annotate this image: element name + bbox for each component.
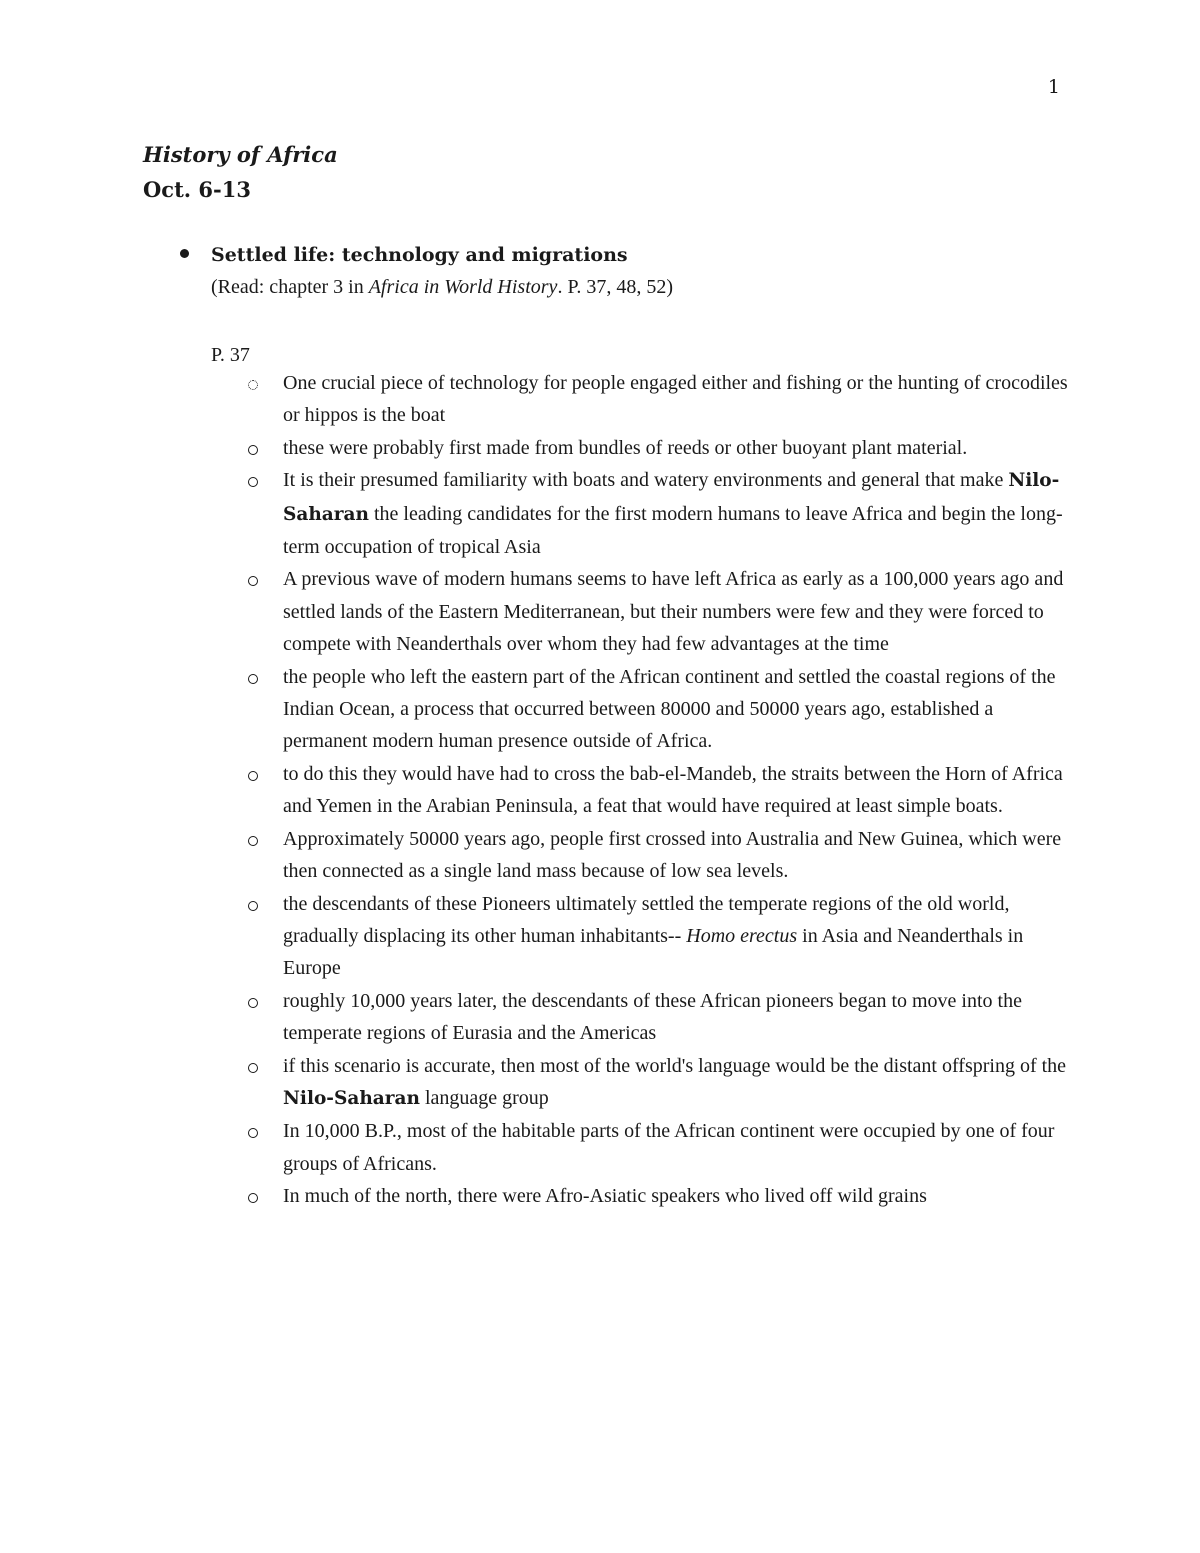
note-text <box>283 758 1075 823</box>
note-text-segment: Approximately 50000 years ago, people first crossed into Australia and New Guinea, which were then connected as a single land mass because of low sea levels. <box>283 827 1062 883</box>
note-text <box>283 367 1075 432</box>
note-item <box>245 1050 1075 1116</box>
page-number: 1 <box>1047 76 1060 98</box>
note-text-segment: the people who left the eastern part of the African continent and settled the coastal regions of the Indian Ocean, a process that occurred between 80000 and 50000 years ago, established a permanent modern human presence outside of Africa. <box>283 665 1056 753</box>
note-text <box>283 1180 1075 1212</box>
note-item <box>245 985 1075 1050</box>
note-text-segment: A previous wave of modern humans seems to have left Africa as early as a 100,000 years ago and settled lands of the Eastern Mediterranean, but their numbers were few and they were forced to compete with Neanderthals over whom they had few advantages at the time <box>283 568 1064 656</box>
note-item <box>245 432 1075 464</box>
italic-term: Homo erectus <box>686 924 798 947</box>
note-text <box>283 432 1075 464</box>
reading-book-title: Africa in World History <box>368 276 558 298</box>
hollow-bullet-icon <box>248 674 258 684</box>
note-text <box>283 888 1075 985</box>
note-item <box>245 367 1075 432</box>
note-item <box>245 563 1075 660</box>
hollow-bullet-icon <box>248 445 258 455</box>
hollow-bullet-icon <box>248 477 258 487</box>
reading-prefix: (Read: chapter 3 in <box>211 276 369 298</box>
note-text-segment: In much of the north, there were Afro-Asiatic speakers who lived off wild grains <box>283 1185 927 1208</box>
hollow-bullet-icon <box>248 1128 258 1138</box>
note-text-segment: if this scenario is accurate, then most of the world's language would be the distant offspring of the <box>283 1054 1067 1077</box>
notes-list <box>245 367 1075 1213</box>
note-item <box>245 758 1075 823</box>
bold-term: Nilo-Saharan <box>283 470 1060 525</box>
note-text-segment: roughly 10,000 years later, the descendants of these African pioneers began to move into the temperate regions of Eurasia and the Americas <box>283 989 1022 1045</box>
note-item <box>245 1115 1075 1180</box>
reading-assignment <box>211 272 673 302</box>
note-text <box>283 1050 1075 1116</box>
note-text-segment: the leading candidates for the first modern humans to leave Africa and begin the long-term occupation of tropical Asia <box>283 502 1063 559</box>
note-text <box>283 563 1075 660</box>
note-text-segment: One crucial piece of technology for people engaged either and fishing or the hunting of crocodiles or hippos is the boat <box>283 372 1068 427</box>
note-text-segment: In 10,000 B.P., most of the habitable parts of the African continent were occupied by one of four groups of Africans. <box>283 1120 1055 1175</box>
topic-heading: Settled life: technology and migrations <box>211 244 628 266</box>
note-item <box>245 1180 1075 1212</box>
hollow-bullet-icon <box>248 576 258 586</box>
hollow-bullet-icon <box>248 1193 258 1203</box>
note-item <box>245 888 1075 985</box>
note-text-segment: these were probably first made from bundles of reeds or other buoyant plant material. <box>283 436 968 459</box>
note-text <box>283 1115 1075 1180</box>
note-text-segment: It is their presumed familiarity with boats and watery environments and general that make <box>283 469 1009 492</box>
note-text-segment: to do this they would have had to cross the bab-el-Mandeb, the straits between the Horn of Africa and Yemen in the Arabian Peninsula, a feat that would have required at least simple boats. <box>283 762 1063 818</box>
note-text <box>283 464 1075 563</box>
note-text <box>283 823 1075 888</box>
hollow-bullet-icon <box>248 380 258 390</box>
note-text-segment: the descendants of these Pioneers ultimately settled the temperate regions of the old world, gradually displacing its other human inhabitants-- <box>283 892 1010 947</box>
hollow-bullet-icon <box>248 998 258 1008</box>
hollow-bullet-icon <box>248 901 258 911</box>
document-title: History of Africa <box>143 142 338 167</box>
note-text-segment: in Asia and Neanderthals in Europe <box>283 924 1024 980</box>
note-text <box>283 985 1075 1050</box>
page-reference: P. 37 <box>211 344 250 366</box>
note-item <box>245 464 1075 563</box>
note-text <box>283 661 1075 758</box>
reading-suffix: . P. 37, 48, 52) <box>557 276 674 298</box>
note-item <box>245 823 1075 888</box>
hollow-bullet-icon <box>248 1063 258 1073</box>
hollow-bullet-icon <box>248 836 258 846</box>
hollow-bullet-icon <box>248 771 258 781</box>
document-date: Oct. 6-13 <box>143 177 251 202</box>
note-item <box>245 661 1075 758</box>
bold-term: Nilo-Saharan <box>283 1087 420 1109</box>
note-text-segment: language group <box>419 1086 549 1109</box>
filled-bullet-icon <box>180 249 189 258</box>
